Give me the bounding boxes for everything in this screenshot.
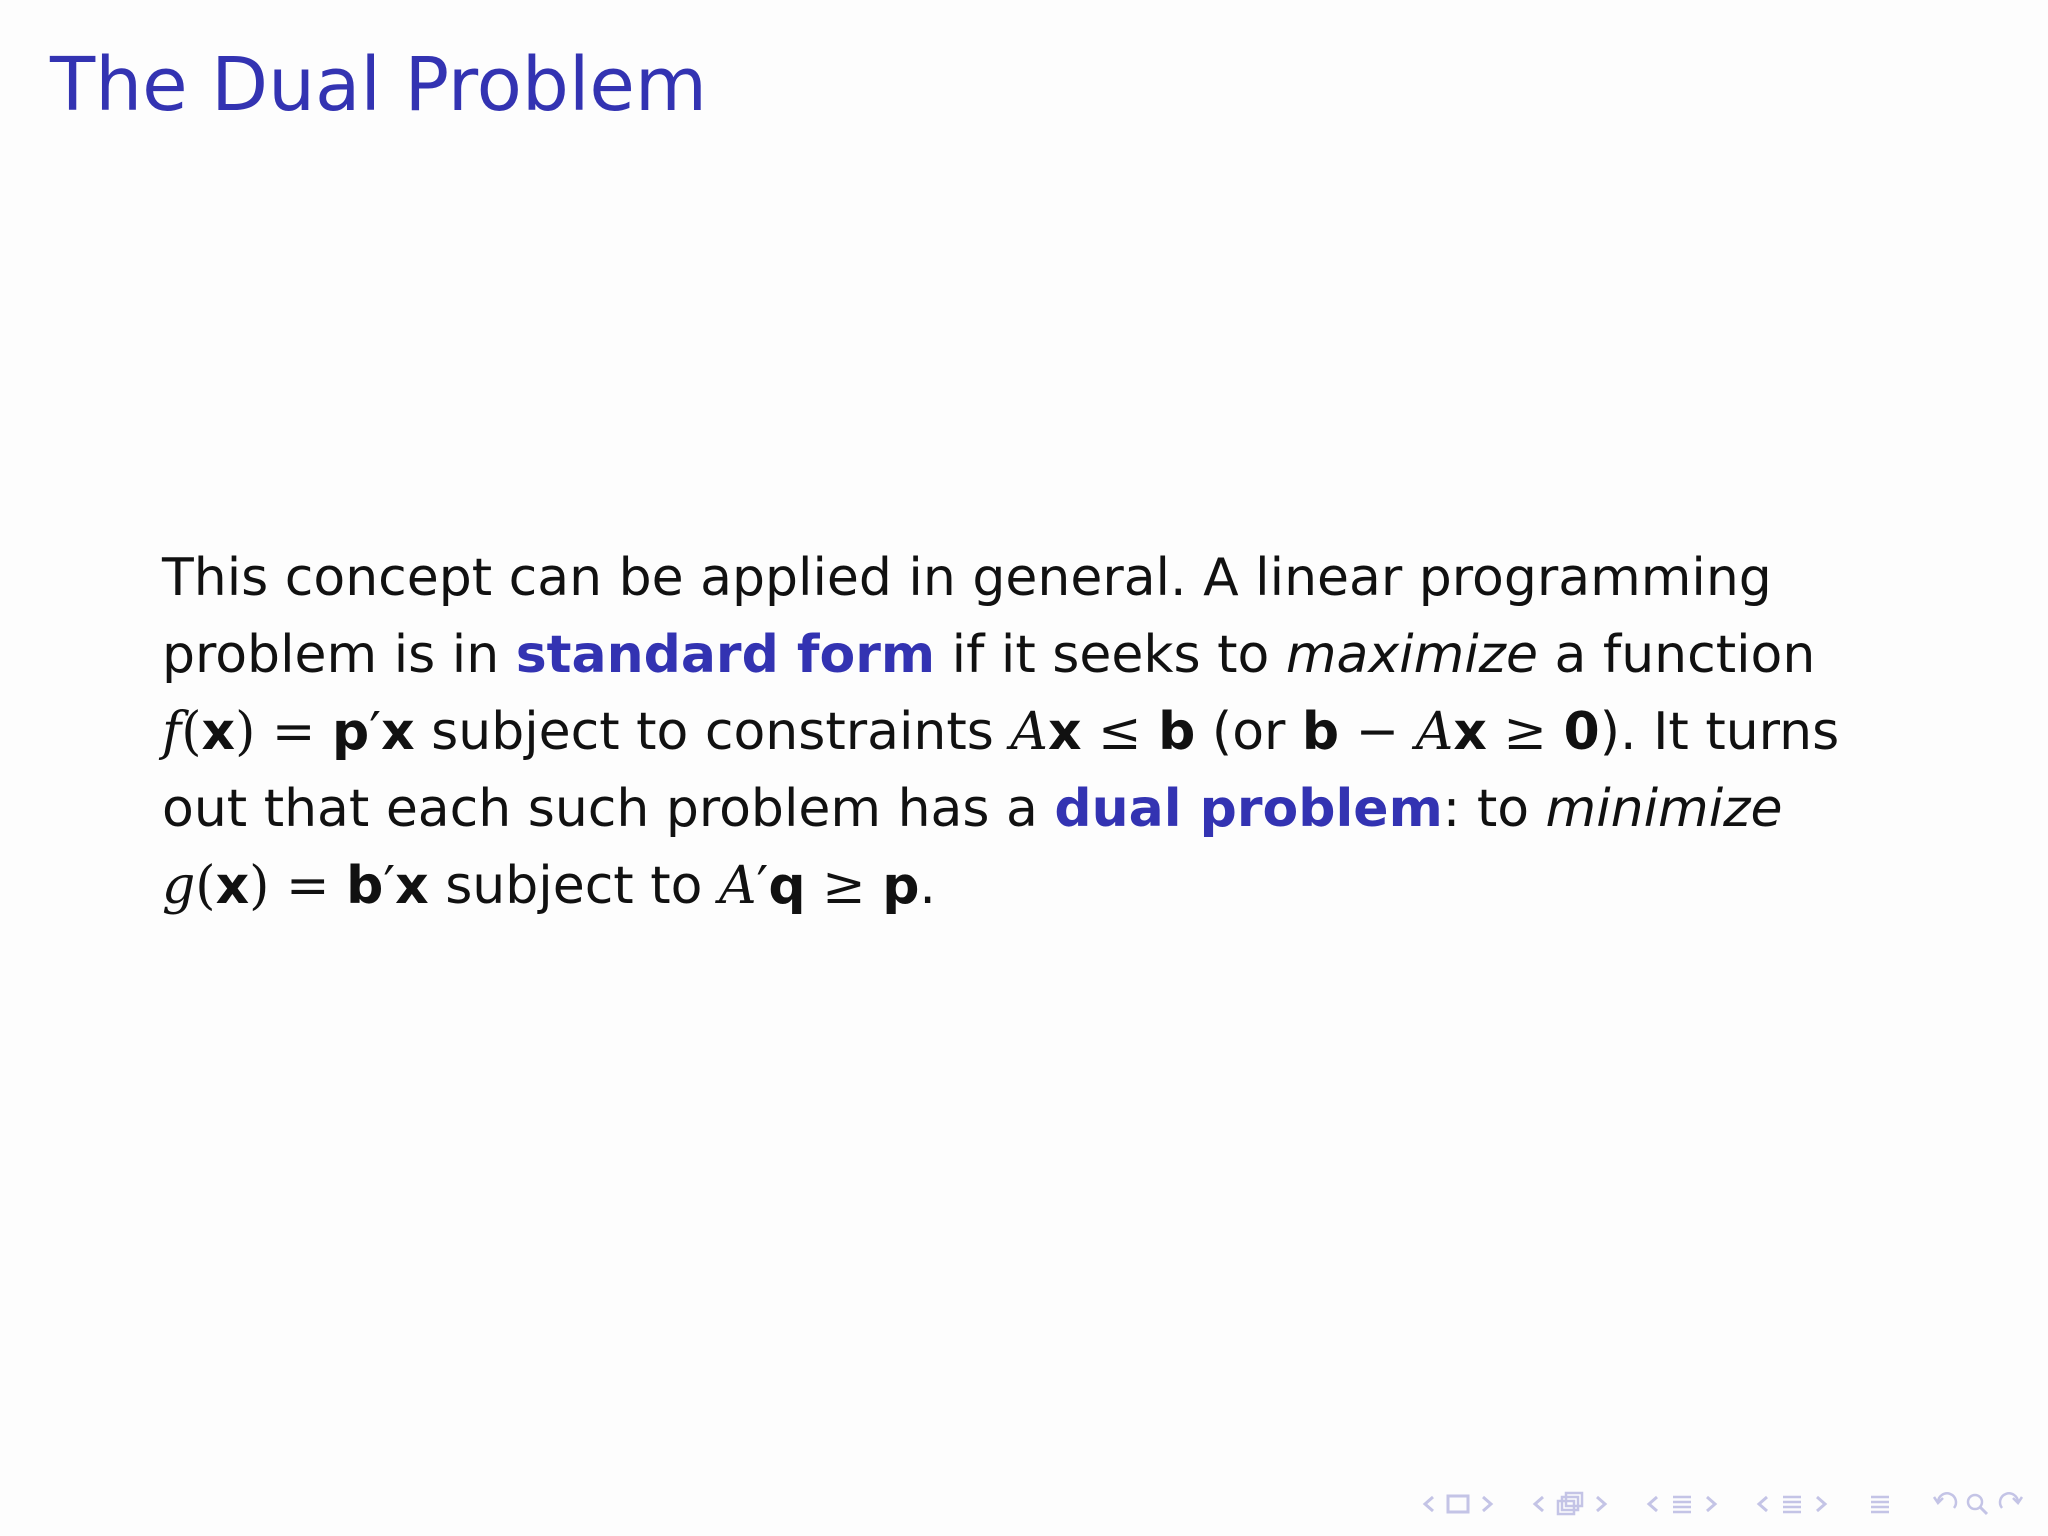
frame-body [162, 540, 2002, 925]
math-paren: ( [181, 702, 202, 762]
nav-group-appendix [1862, 1489, 1898, 1519]
nav-group-history [1928, 1489, 2028, 1519]
body-text: if it seeks to [935, 625, 1286, 685]
body-text: (or [1195, 702, 1302, 762]
math-vector-q: q [768, 856, 806, 916]
math-equals: = [269, 856, 347, 916]
next-frame-arrow-icon[interactable] [1590, 1489, 1612, 1519]
body-text: a function [1537, 625, 1816, 685]
math-vector-b: b [1301, 702, 1340, 762]
math-vector-b: b [1158, 702, 1196, 762]
math-prime: ′ [383, 856, 396, 916]
math-geq: ≥ [1486, 702, 1564, 762]
body-text: . [919, 856, 936, 916]
prev-section-arrow-icon[interactable] [1752, 1489, 1774, 1519]
math-f: f [162, 702, 182, 762]
body-text: ). It turns [1599, 702, 1840, 762]
forward-icon[interactable] [1994, 1489, 2028, 1519]
math-vector-x: x [201, 702, 236, 762]
back-icon[interactable] [1928, 1489, 1962, 1519]
prev-frame-arrow-icon[interactable] [1528, 1489, 1550, 1519]
appendix-icon[interactable] [1862, 1489, 1898, 1519]
nav-group-section [1752, 1489, 1832, 1519]
search-icon[interactable] [1962, 1489, 1994, 1519]
body-line-2 [162, 617, 2002, 694]
body-text: This concept can be applied in general. A linear programming [162, 548, 1772, 608]
body-line-4 [162, 771, 2002, 848]
frame-icon[interactable] [1550, 1489, 1590, 1519]
math-vector-x: x [1047, 702, 1082, 762]
nav-group-subsection [1642, 1489, 1722, 1519]
math-paren: ( [195, 856, 216, 916]
body-line-1 [162, 540, 2002, 617]
math-matrix-a: A [1010, 702, 1048, 762]
section-icon[interactable] [1774, 1489, 1810, 1519]
body-text: problem is in [162, 625, 516, 685]
nav-group-slide [1418, 1489, 1498, 1519]
body-line-5 [162, 848, 2002, 925]
math-vector-x: x [381, 702, 415, 762]
next-slide-arrow-icon[interactable] [1476, 1489, 1498, 1519]
nav-group-frame [1528, 1489, 1612, 1519]
prev-slide-arrow-icon[interactable] [1418, 1489, 1440, 1519]
math-vector-x: x [395, 856, 429, 916]
next-subsection-arrow-icon[interactable] [1700, 1489, 1722, 1519]
frame-title: The Dual Problem [50, 42, 708, 128]
subsection-icon[interactable] [1664, 1489, 1700, 1519]
math-prime: ′ [369, 702, 382, 762]
math-paren: ) [249, 856, 270, 916]
term-dual-problem: dual problem [1054, 779, 1443, 839]
math-vector-x: x [215, 856, 250, 916]
math-matrix-a: A [1415, 702, 1454, 762]
slide-icon[interactable] [1440, 1489, 1476, 1519]
math-vector-p: p [882, 856, 920, 916]
math-vector-b: b [346, 856, 384, 916]
math-g: g [162, 856, 196, 916]
math-vector-p: p [332, 702, 370, 762]
emphasis-maximize: maximize [1285, 625, 1538, 685]
math-equals: = [255, 702, 333, 762]
body-text: subject to [428, 856, 719, 916]
emphasis-minimize: minimize [1545, 779, 1783, 839]
math-zero-vector: 0 [1563, 702, 1600, 762]
next-section-arrow-icon[interactable] [1810, 1489, 1832, 1519]
math-prime: ′ [756, 856, 769, 916]
term-standard-form: standard form [515, 625, 936, 685]
math-leq: ≤ [1081, 702, 1159, 762]
math-vector-x: x [1453, 702, 1487, 762]
body-text: : to [1442, 779, 1546, 839]
math-minus: − [1339, 702, 1416, 762]
prev-subsection-arrow-icon[interactable] [1642, 1489, 1664, 1519]
beamer-navigation-bar [1388, 1484, 2028, 1524]
math-matrix-a: A [718, 856, 757, 916]
body-text: out that each such problem has a [162, 779, 1055, 839]
math-geq: ≥ [805, 856, 883, 916]
math-paren: ) [235, 702, 256, 762]
body-line-3 [162, 694, 2002, 771]
body-text: subject to constraints [414, 702, 1011, 762]
